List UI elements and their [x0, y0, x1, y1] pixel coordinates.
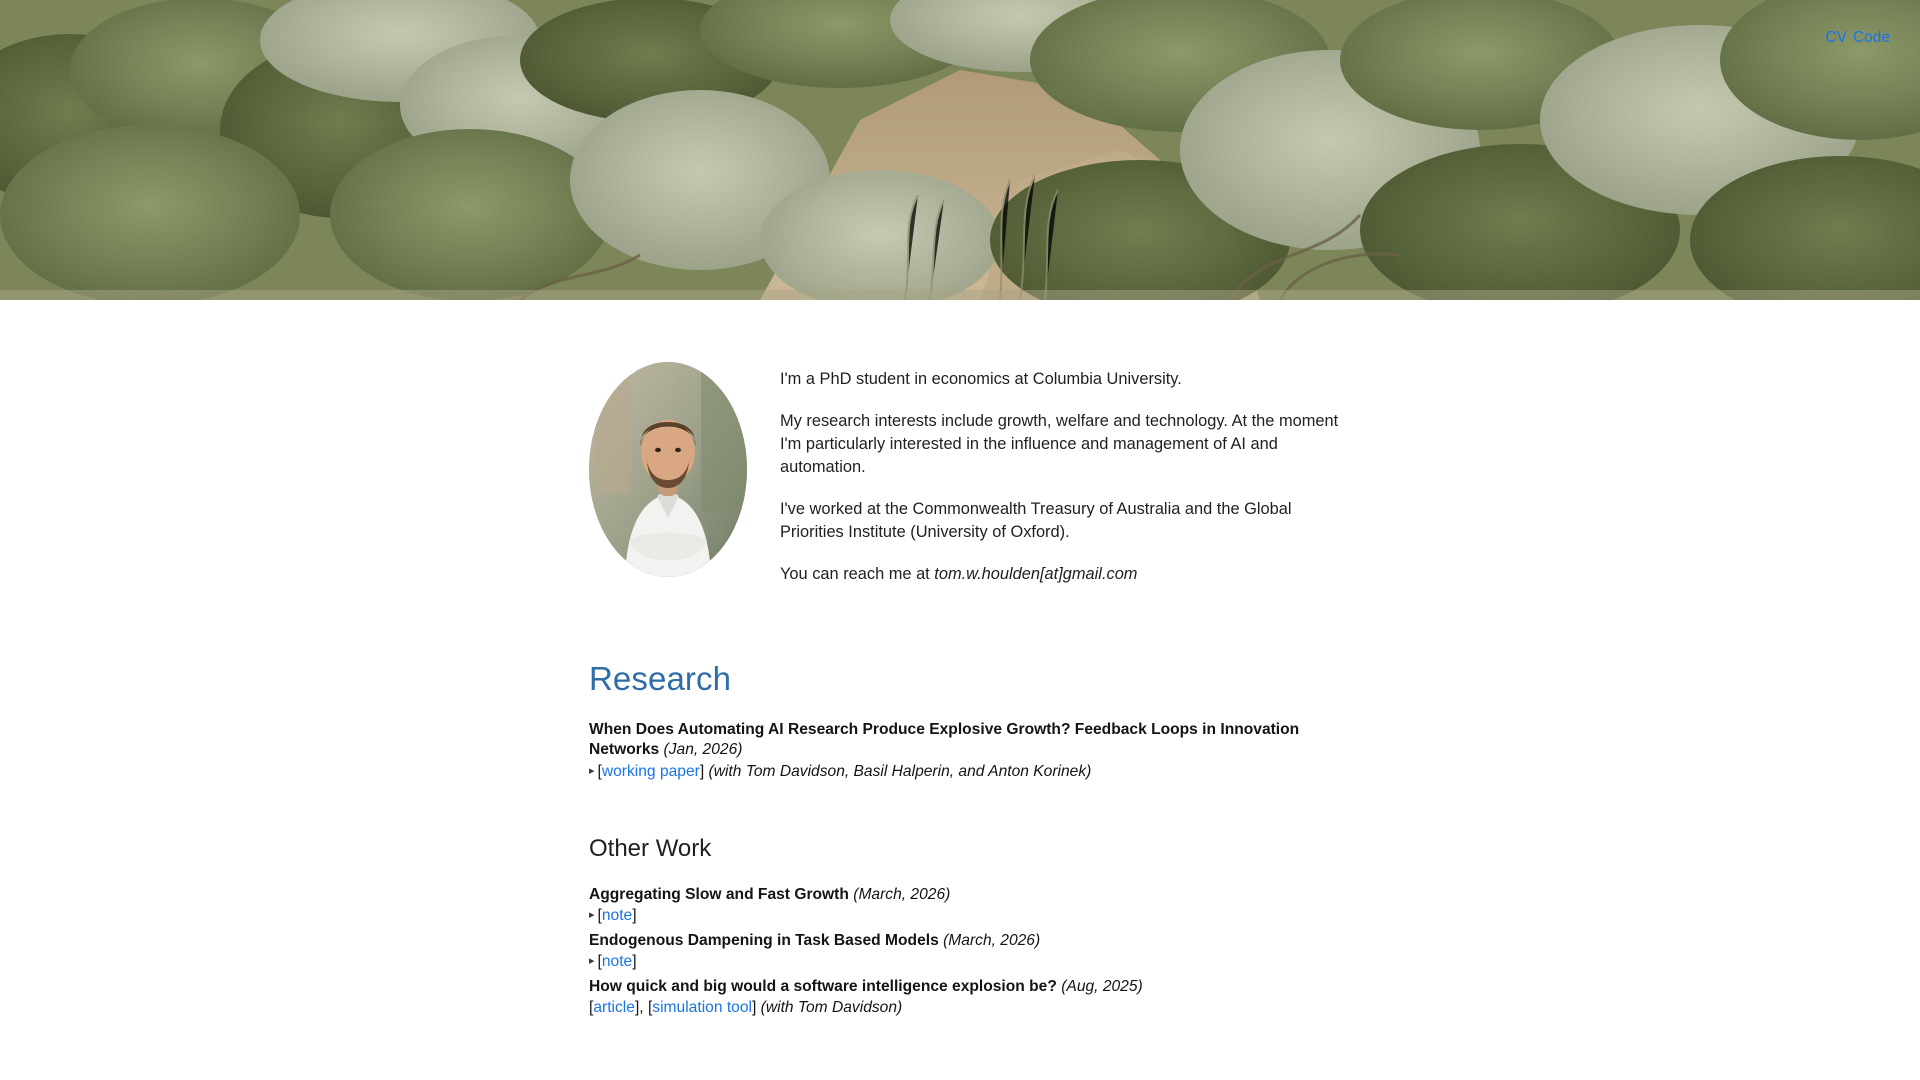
contact-email: tom.w.houlden[at]gmail.com: [934, 564, 1138, 583]
entry-links: [589, 952, 1349, 973]
link-note[interactable]: note: [601, 907, 633, 925]
entry-date: (March, 2026): [943, 931, 1041, 949]
disclosure-triangle-icon[interactable]: ▸: [589, 909, 595, 922]
main-content: [0, 300, 1920, 1019]
link-article[interactable]: article: [593, 999, 635, 1017]
entry-links: [589, 998, 1349, 1019]
other-entry-3: [589, 977, 1349, 1019]
bracket-open: [: [597, 762, 602, 780]
other-entry-2: [589, 931, 1349, 973]
entry-links: [589, 762, 1349, 783]
research-entry-1: [589, 720, 1349, 783]
nav-link-cv[interactable]: CV: [1825, 29, 1847, 46]
entry-date: (Aug, 2025): [1061, 977, 1143, 995]
banner-illustration: [0, 0, 1920, 300]
link-working-paper[interactable]: working paper: [601, 762, 700, 780]
bracket-open-2: [: [647, 999, 653, 1017]
bracket-open: [: [589, 999, 594, 1017]
page-title-other-work: Other Work: [589, 834, 712, 862]
entry-coauthors: (with Tom Davidson, Basil Halperin, and Anton Korinek): [708, 762, 1092, 780]
entry-title: [589, 885, 1349, 906]
entry-title-text: How quick and big would a software intelligence explosion be?: [589, 977, 1057, 995]
avatar: [589, 362, 747, 577]
intro-section: [589, 362, 1349, 586]
entry-coauthors: (with Tom Davidson): [760, 999, 903, 1017]
bracket-close: ]: [699, 762, 705, 780]
bio-paragraph-2: My research interests include growth, welfare and technology. At the moment I'm particularly interested in the influence and management of AI and automation.: [780, 411, 1339, 476]
bracket-close-2: ]: [751, 999, 761, 1017]
bracket-close: ],: [634, 999, 648, 1017]
page-title-research: Research: [589, 659, 732, 697]
entry-title: [589, 720, 1349, 761]
entry-title-text: Aggregating Slow and Fast Growth: [589, 885, 849, 903]
link-simulation-tool[interactable]: simulation tool: [652, 999, 752, 1017]
top-navigation: [1825, 30, 1890, 46]
entry-title-text: Endogenous Dampening in Task Based Models: [589, 931, 939, 949]
bio-text: [780, 362, 1349, 586]
content-column: [589, 362, 1349, 1019]
nav-link-code[interactable]: Code: [1852, 29, 1890, 46]
bio-paragraph-3: I've worked at the Commonwealth Treasury of Australia and the Global Priorities Institute (University of Oxford).: [780, 499, 1292, 541]
bracket-close: ]: [632, 907, 637, 925]
disclosure-triangle-icon[interactable]: ▸: [589, 955, 595, 968]
link-note[interactable]: note: [601, 953, 633, 971]
entry-title-text: When Does Automating AI Research Produce Explosive Growth? Feedback Loops in Innovation Networks: [589, 720, 1300, 759]
bracket-open: [: [597, 953, 602, 971]
entry-title: [589, 931, 1349, 952]
contact-prefix: You can reach me at: [780, 564, 935, 583]
other-entry-1: [589, 885, 1349, 927]
entry-date: (Jan, 2026): [663, 741, 743, 759]
entry-title: [589, 977, 1349, 998]
banner-photo: [0, 0, 1920, 300]
portrait-illustration: [589, 362, 747, 577]
bracket-open: [: [597, 907, 602, 925]
disclosure-triangle-icon[interactable]: ▸: [589, 764, 595, 777]
entry-date: (March, 2026): [853, 885, 951, 903]
bio-paragraph-1: I'm a PhD student in economics at Columbia University.: [780, 370, 1182, 388]
contact-line: [780, 563, 1340, 586]
entry-links: [589, 906, 1349, 927]
bracket-close: ]: [632, 953, 637, 971]
